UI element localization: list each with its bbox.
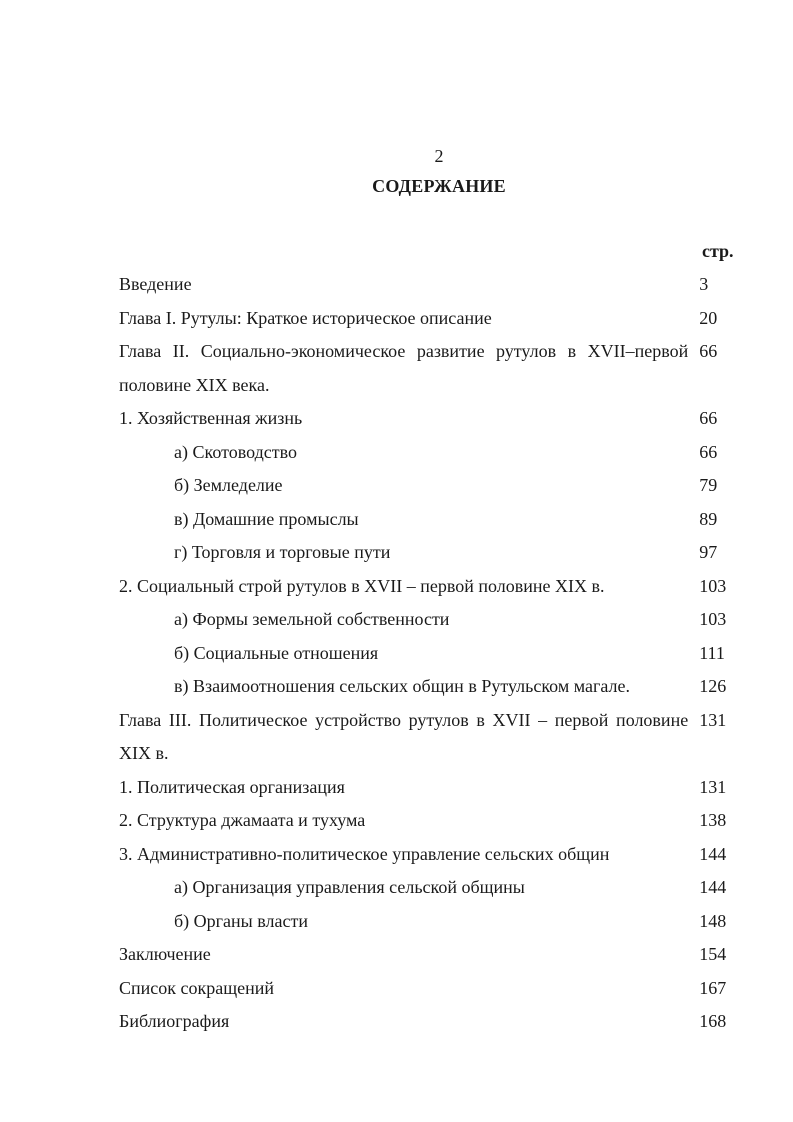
toc-entry-page: 97 (699, 542, 718, 562)
toc-entry-title: Заключение (119, 944, 211, 964)
toc-subentry (119, 436, 739, 470)
toc-entry-page: 3 (699, 274, 709, 294)
toc-subentry (119, 536, 739, 570)
toc-entry-page: 144 (699, 843, 727, 864)
toc-entry-page: 66 (699, 441, 718, 462)
toc-entry-page: 168 (699, 1011, 727, 1031)
toc-entry-title: Введение (119, 274, 192, 294)
toc-entry (119, 704, 739, 771)
toc-entry-title: 3. Административно-политическое управление сельских общин (119, 843, 610, 864)
toc-entry-title: Список сокращений (119, 977, 274, 998)
toc-entry-title: г) Торговля и торговые пути (174, 542, 391, 562)
toc-entry-page: 144 (699, 877, 727, 897)
toc-entry-page: 131 (699, 709, 727, 730)
toc-subentry (119, 905, 739, 939)
toc-entry-title: Глава I. Рутулы: Краткое историческое описание (119, 307, 492, 328)
toc-entry-title: Глава III. Политическое устройство рутулов в XVII – первой половине XIX в. (119, 709, 689, 763)
toc-entry-page: 103 (699, 609, 727, 629)
toc-entry (119, 402, 739, 436)
toc-entry (119, 335, 739, 402)
pages-column-heading: стр. (702, 241, 734, 261)
toc-entry-title: а) Формы земельной собственности (174, 609, 450, 629)
page-title: СОДЕРЖАНИЕ (372, 176, 506, 196)
toc-entry-title: 2. Социальный строй рутулов в XVII – первой половине XIX в. (119, 575, 605, 596)
toc-entry (119, 1005, 739, 1039)
table-of-contents (119, 268, 739, 1039)
toc-entry-page: 79 (699, 475, 718, 495)
toc-entry-page: 20 (699, 307, 718, 328)
toc-entry-title: Библиография (119, 1011, 230, 1031)
page-number: 2 (434, 146, 444, 166)
toc-entry (119, 570, 739, 604)
toc-entry-page: 103 (699, 575, 727, 596)
toc-entry (119, 268, 739, 302)
toc-subentry (119, 469, 739, 503)
toc-subentry (119, 603, 739, 637)
toc-entry-page: 89 (699, 508, 718, 529)
toc-entry-title: а) Организация управления сельской общины (174, 877, 525, 897)
toc-entry (119, 302, 739, 336)
toc-subentry (119, 637, 739, 671)
toc-entry-title: в) Взаимоотношения сельских общин в Рутульском магале. (174, 676, 630, 696)
toc-entry-page: 111 (699, 642, 725, 663)
toc-entry (119, 838, 739, 872)
toc-entry-title: 1. Политическая организация (119, 776, 345, 797)
toc-entry-page: 167 (699, 977, 727, 998)
toc-entry-title: в) Домашние промыслы (174, 508, 359, 529)
toc-entry-title: 1. Хозяйственная жизнь (119, 408, 303, 428)
toc-entry-page: 138 (699, 810, 727, 830)
toc-entry-page: 154 (699, 944, 727, 964)
toc-entry-title: а) Скотоводство (174, 441, 297, 462)
toc-entry-title: б) Органы власти (174, 910, 308, 931)
toc-entry-page: 126 (699, 676, 727, 696)
toc-entry-page: 66 (699, 408, 718, 428)
toc-entry-title: б) Социальные отношения (174, 642, 379, 663)
toc-entry (119, 938, 739, 972)
toc-entry-title: 2. Структура джамаата и тухума (119, 810, 366, 830)
toc-entry-title: Глава II. Социально-экономическое развитие рутулов в XVII–первой половине XIX века. (119, 341, 689, 395)
toc-entry (119, 804, 739, 838)
toc-entry-page: 148 (699, 910, 727, 931)
toc-entry-page: 66 (699, 341, 718, 361)
toc-subentry (119, 670, 739, 704)
toc-entry-title: б) Земледелие (174, 475, 283, 495)
toc-entry (119, 972, 739, 1006)
toc-subentry (119, 871, 739, 905)
toc-entry (119, 771, 739, 805)
toc-entry-page: 131 (699, 776, 727, 797)
toc-subentry (119, 503, 739, 537)
